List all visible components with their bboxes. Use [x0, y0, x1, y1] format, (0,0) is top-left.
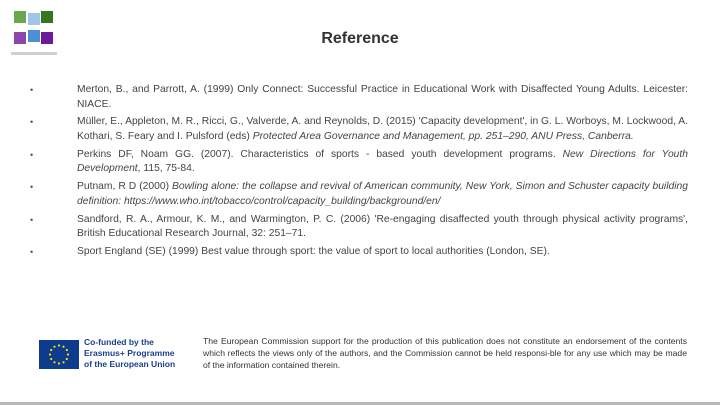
reference-tail: , 115, 75-84.: [137, 163, 195, 175]
reference-item: [30, 115, 688, 144]
reference-text: Sandford, R. A., Armour, K. M., and Warmington, P. C. (2006) 'Re-engaging disaffected youth through physical activity programs', British Educational Research Journal, 32: 251–71.: [77, 213, 688, 240]
slide-title: Reference: [321, 30, 399, 47]
bullet-icon: •: [30, 214, 34, 225]
eu-logo-caption: [84, 337, 194, 370]
reference-item: [30, 83, 688, 112]
reference-item: [30, 213, 688, 242]
reference-tail: New York, Simon and Schuster capacity building definition: https://www.who.int/tobacco/control/capacity_building/background/en/: [77, 181, 688, 207]
logo-tile-green: [14, 11, 26, 23]
eu-logo-line: Erasmus+ Programme: [84, 348, 175, 358]
reference-text: Sport England (SE) (1999) Best value through sport: the value of sport to local authorities (London, SE).: [77, 245, 550, 257]
reference-text: Müller, E., Appleton, M. R., Ricci, G., Valverde, A. and Reynolds, D. (2015) 'Capacity development', in G. L. Worboys, M. Lockwood, A. Kothari, S. Feary and I. Pulsford (eds): [77, 116, 688, 142]
reference-text: Perkins DF, Noam GG. (2007). Characteristics of sports - based youth development programs.: [77, 148, 563, 160]
bullet-icon: •: [30, 85, 34, 95]
logo-tile-darkgreen: [41, 11, 53, 23]
bullet-icon: •: [30, 246, 34, 257]
eu-flag-icon: [39, 340, 79, 369]
disclaimer-text: The European Commission support for the production of this publication does not constitute an endorsement of the contents which reflects the views only of the authors, and the Commission cannot be held responsi-ble for any use which may be made of the information contained therein.: [203, 336, 687, 370]
logo-caption: [11, 52, 57, 55]
reference-italic: Protected Area Governance and Management, pp. 251–290, ANU Press, Canberra.: [252, 130, 634, 142]
reference-item: [30, 245, 688, 260]
reference-text: Merton, B., and Parrott, A. (1999) Only Connect: Successful Practice in Educational Work with Disaffected Young Adults. Leicester: NIACE.: [77, 84, 688, 110]
bullet-icon: •: [30, 149, 34, 160]
reference-italic: Bowling alone: the collapse and revival of American community,: [172, 181, 463, 193]
eu-logo-line: Co-funded by the: [84, 337, 154, 347]
logo-tile-blue: [28, 13, 40, 25]
bullet-icon: •: [30, 182, 34, 193]
reference-list: [30, 83, 688, 263]
eu-logo-line: of the European Union: [84, 359, 176, 369]
bullet-icon: •: [30, 117, 34, 128]
reference-item: [30, 180, 688, 209]
reference-italic: New Directions for Youth Development: [77, 148, 688, 175]
reference-item: [30, 148, 688, 177]
reference-text: Putnam, R D (2000): [77, 181, 173, 193]
